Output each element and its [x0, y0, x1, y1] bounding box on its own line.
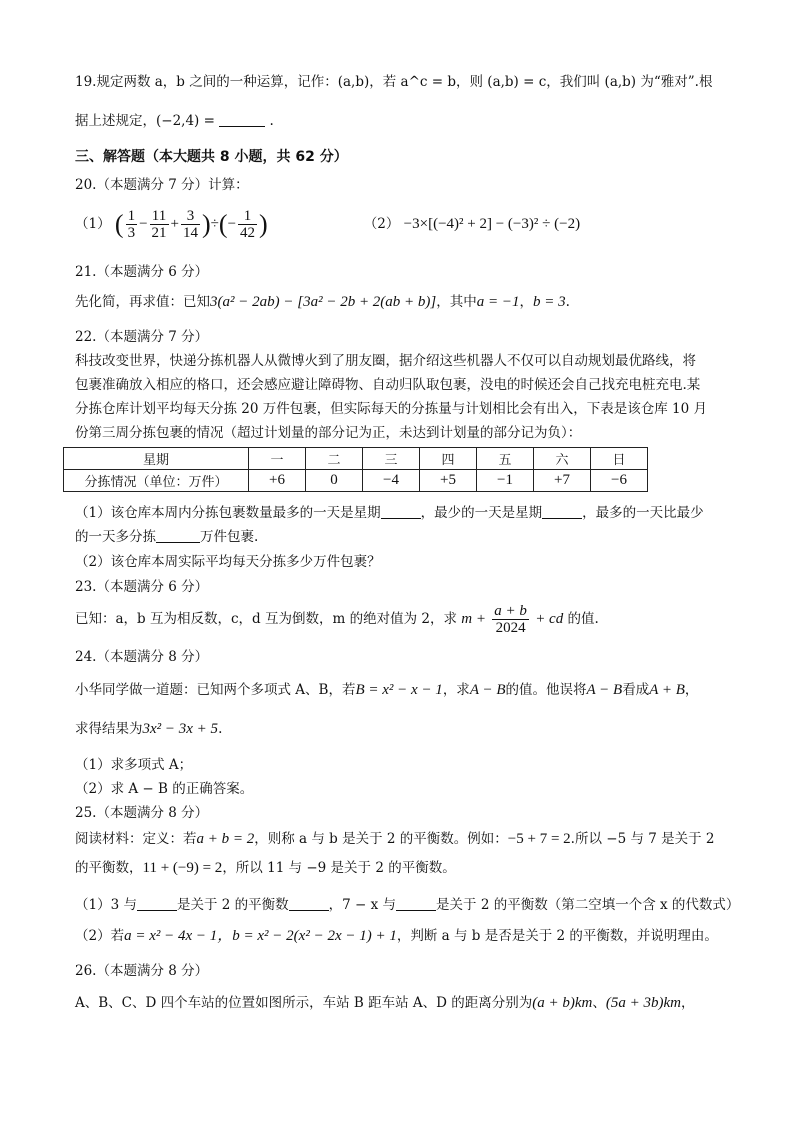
q22-part1-line1: （1）该仓库本周内分拣包裹数量最多的一天是星期 ，最少的一天是星期 ，最多的一天比最少: [75, 505, 704, 521]
q25-heading: 25.（本题满分 8 分）: [75, 805, 209, 821]
table-cell: +7: [534, 470, 591, 492]
table-cell: +5: [420, 470, 477, 492]
q19-answer-blank[interactable]: [219, 112, 265, 127]
q21-body: 先化简，再求值：已知3(a² − 2ab) − [3a² − 2b + 2(ab + b)]，其中a = −1，b = 3.: [75, 294, 570, 310]
table-row: [64, 470, 648, 492]
q19-question: 据上述规定，(−2,4) =: [75, 113, 215, 129]
q22-part2: （2）该仓库本周实际平均每天分拣多少万件包裹？: [75, 554, 381, 570]
q22-para-line: 份第三周分拣包裹的情况（超过计划量的部分记为正，未达到计划量的部分记为负）：: [75, 425, 582, 441]
q22-para-line: 科技改变世界，快递分拣机器人从微博火到了朋友圈，据介绍这些机器人不仅可以自动规划最优路线，将: [75, 353, 696, 369]
q25-blank-1[interactable]: [137, 896, 177, 911]
table-header-cell: 四: [420, 448, 477, 470]
q22-blank-min-day[interactable]: [542, 504, 582, 519]
q19-line1: [75, 72, 734, 92]
table-row: [64, 448, 648, 470]
table-header-cell: 二: [306, 448, 363, 470]
q20-part2-label: （2）: [363, 216, 400, 232]
q25-part2: （2）若a = x² − 4x − 1，b = x² − 2(x² − 2x − 1) + 1，判断 a 与 b 是否是关于 2 的平衡数，并说明理由。: [75, 928, 718, 944]
q25-line1: 阅读材料：定义：若a + b = 2，则称 a 与 b 是关于 2 的平衡数。例如：−5 + 7 = 2.所以 −5 与 7 是关于 2: [75, 831, 715, 847]
q20-part1-expr: ( $\frac{1}{3}$ − $\frac{11}{21}$ + $\frac{3}{14}$ )÷(− $\frac{1}{42}$ ): [114, 208, 268, 242]
table-cell: 0: [306, 470, 363, 492]
table-header-cell: 三: [363, 448, 420, 470]
q24-line2: 求得结果为3x² − 3x + 5.: [75, 721, 223, 737]
q22-para-line: 包裹准确放入相应的格口，还会感应避让障碍物、自动归队取包裹，没电的时候还会自己找充电桩充电.某: [75, 377, 701, 393]
table-cell: −6: [591, 470, 648, 492]
table-cell: +6: [249, 470, 306, 492]
table-header-cell: 一: [249, 448, 306, 470]
q19-text: 19.规定两数 a，b 之间的一种运算，记作：(a,b)，若 a^c = b，则 (a,b) = c，我们叫 (a,b) 为“雅对”.根: [75, 74, 713, 90]
q22-table: [63, 447, 648, 492]
q22-part1-line2: 的一天多分拣 万件包裹.: [75, 529, 259, 545]
q20-parts: [75, 205, 734, 243]
q23-fraction: $\frac{a + b}{2024}$: [494, 603, 527, 636]
q25-part1: （1）3 与 是关于 2 的平衡数 ，7 − x 与 是关于 2 的平衡数（第二空填一个含 x 的代数式）: [75, 897, 740, 913]
q20-heading: 20.（本题满分 7 分）计算：: [75, 177, 249, 193]
table-cell: −4: [363, 470, 420, 492]
table-cell: −1: [477, 470, 534, 492]
table-header-cell: 六: [534, 448, 591, 470]
q24-part1: （1）求多项式 A；: [75, 757, 193, 773]
q24-heading: 24.（本题满分 8 分）: [75, 649, 209, 665]
q26-heading: 26.（本题满分 8 分）: [75, 963, 209, 979]
q21-heading: 21.（本题满分 6 分）: [75, 264, 209, 280]
q25-line2: 的平衡数，11 + (−9) = 2，所以 11 与 −9 是关于 2 的平衡数。: [75, 860, 456, 876]
table-header-cell: 日: [591, 448, 648, 470]
section-title: 三、解答题（本大题共 8 小题，共 62 分）: [75, 149, 348, 165]
q26-line1: A、B、C、D 四个车站的位置如图所示，车站 B 距车站 A、D 的距离分别为(a + b)km、(5a + 3b)km，: [75, 995, 695, 1011]
q22-heading: 22.（本题满分 7 分）: [75, 329, 209, 345]
q25-blank-2[interactable]: [289, 896, 329, 911]
q23-body: 已知：a，b 互为相反数，c，d 互为倒数，m 的绝对值为 2，求 m + $\frac{a + b}{2024}$ + cd 的值.: [75, 603, 599, 636]
q21-expression: 3(a² − 2ab) − [3a² − 2b + 2(ab + b)]: [210, 294, 437, 310]
q22-blank-difference[interactable]: [156, 528, 200, 543]
table-header-cell: 五: [477, 448, 534, 470]
q23-heading: 23.（本题满分 6 分）: [75, 579, 209, 595]
table-row-label: 分拣情况（单位：万件）: [64, 470, 249, 492]
q20-part1-label: （1）: [75, 216, 111, 232]
q22-blank-max-day[interactable]: [381, 504, 421, 519]
q22-para-line: 分拣仓库计划平均每天分拣 20 万件包裹，但实际每天的分拣量与计划相比会有出入，下表是该仓库 10 月: [75, 401, 708, 417]
table-header-cell: 星期: [64, 448, 249, 470]
q24-part2: （2）求 A − B 的正确答案。: [75, 781, 254, 797]
q25-blank-3[interactable]: [396, 896, 436, 911]
q19-line2: 据上述规定，(−2,4) = .: [75, 113, 274, 129]
q20-part2-expr: −3×[(−4)² + 2] − (−3)² ÷ (−2): [403, 216, 581, 232]
q24-line1: 小华同学做一道题：已知两个多项式 A、B，若B = x² − x − 1，求A − B的值。他误将A − B看成A + B，: [75, 682, 699, 698]
